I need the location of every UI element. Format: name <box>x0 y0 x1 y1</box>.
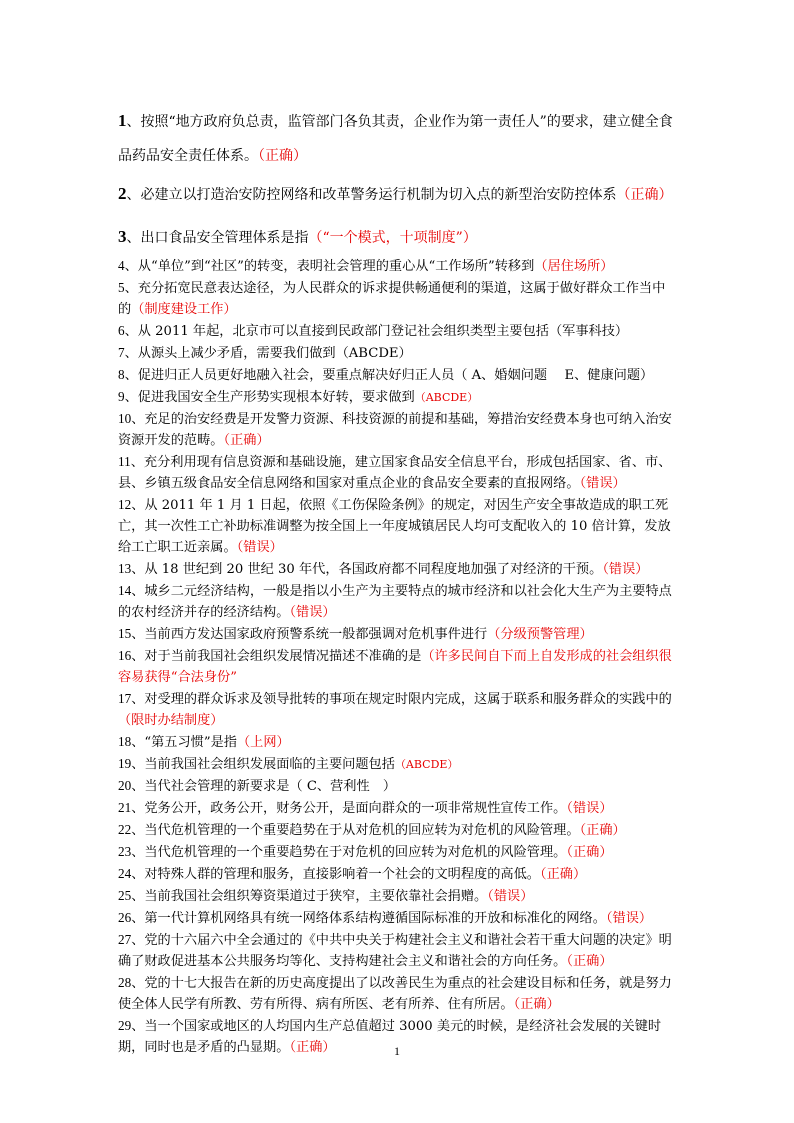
question-text: 、从 18 世纪到 20 世纪 30 年代，各国政府都不同程度地加强了对经济的干预。 <box>131 562 603 577</box>
question-text: 、促进归正人员更好地融入社会，要重点解决好归正人员（ A、婚姻问题 E、健康问题） <box>124 368 654 383</box>
question-item-4: 4、从“单位”到“社区”的转变，表明社会管理的重心从“工作场所”转移到（居住场所） <box>118 258 614 274</box>
answer-text: （错误） <box>236 540 283 555</box>
answer-text: （正确） <box>579 823 626 838</box>
question-text: 、从 2011 年起，北京市可以直接到民政部门登记社会组织类型主要包括（军事科技） <box>124 324 629 339</box>
question-item-27: 27、党的十六届六中全会通过的《中共中央关于构建社会主义和谐社会若干重大问题的决定》明确了财政促进基本公共服务均等化、支持构建社会主义和谐社会的方向任务。（正确） <box>118 932 672 969</box>
question-item-21: 21、党务公开，政务公开，财务公开，是面向群众的一项非常规性宣传工作。（错误） <box>118 800 613 816</box>
question-item-23: 23、当代危机管理的一个重要趋势在于对危机的回应转为对危机的风险管理。（正确） <box>118 844 613 860</box>
answer-text: （错误） <box>566 801 613 816</box>
question-item-5: 5、充分拓宽民意表达途径，为人民群众的诉求提供畅通便利的渠道，这属于做好群众工作当中的（制度建设工作） <box>118 280 666 317</box>
answer-text: （居住场所） <box>534 259 614 274</box>
question-text: 、“第五习惯”是指 <box>131 735 237 750</box>
question-item-18: 18、“第五习惯”是指（上网） <box>118 734 290 750</box>
page-number: 1 <box>394 1044 400 1058</box>
question-item-16: 16、对于当前我国社会组织发展情况描述不准确的是（许多民间自下而上自发形成的社会组织很容易获得“合法身份” <box>118 648 672 685</box>
question-item-14: 14、城乡二元经济结构，一般是指以小生产为主要特点的城市经济和以社会化大生产为主要特点的农村经济并存的经济结构。（错误） <box>118 583 672 620</box>
question-text: 、出口食品安全管理体系是指 <box>126 230 309 246</box>
question-item-22: 22、当代危机管理的一个重要趋势在于从对危机的回应转为对危机的风险管理。（正确） <box>118 822 626 838</box>
question-text: 、充分利用现有信息资源和基础设施，建立国家食品安全信息平台，形成包括国家、省、市、县、乡镇五级食品安全信息网络和国家对重点企业的食品安全要素的直报网络。 <box>118 455 672 491</box>
question-item-7: 7、从源头上减少矛盾，需要我们做到（ABCDE） <box>118 345 412 361</box>
answer-text: （正确） <box>566 954 613 969</box>
answer-text: （正确） <box>289 1040 336 1055</box>
answer-text: （错误） <box>289 605 336 620</box>
question-text: 、当代社会管理的新要求是（ C、营利性 ） <box>131 779 397 794</box>
question-text: 、对于当前我国社会组织发展情况描述不准确的是 <box>131 649 422 664</box>
answer-text: （“一个模式，十项制度”） <box>308 230 477 246</box>
question-item-25: 25、当前我国社会组织筹资渠道过于狭窄，主要依靠社会捐赠。（错误） <box>118 888 534 904</box>
question-item-3: 3、出口食品安全管理体系是指（“一个模式，十项制度”） <box>118 227 477 246</box>
question-item-1: 1、按照“地方政府负总责，监管部门各负其责，企业作为第一责任人”的要求，建立健全食品药品安全责任体系。（正确） <box>118 111 673 164</box>
question-item-17: 17、对受理的群众诉求及领导批转的事项在规定时限内完成，这属于联系和服务群众的实践中的（限时办结制度） <box>118 691 672 728</box>
answer-text: （错误） <box>579 476 626 491</box>
question-item-8: 8、促进归正人员更好地融入社会，要重点解决好归正人员（ A、婚姻问题 E、健康问题） <box>118 367 654 383</box>
question-item-28: 28、党的十七大报告在新的历史高度提出了以改善民生为重点的社会建设目标和任务，就是努力使全体人民学有所教、劳有所得、病有所医、老有所养、住有所居。（正确） <box>118 975 672 1012</box>
answer-text: （错误） <box>605 911 653 926</box>
answer-text: （错误） <box>487 889 534 904</box>
answer-text: （正确） <box>566 845 613 860</box>
question-text: 、当前我国社会组织发展面临的主要问题包括 <box>131 757 395 772</box>
answer-text: （制度建设工作） <box>131 302 237 317</box>
question-text: 、当前我国社会组织筹资渠道过于狭窄，主要依靠社会捐赠。 <box>131 889 488 904</box>
question-item-15: 15、当前西方发达国家政府预警系统一般都强调对危机事件进行（分级预警管理） <box>118 626 593 642</box>
answer-text: （许多民间自下而上自发形成的社会组织很容易获得“合法身份” <box>118 649 672 685</box>
question-item-10: 10、充足的治安经费是开发警力资源、科技资源的前提和基础，筹措治安经费本身也可纳入治安资源开发的范畴。（正确） <box>118 411 672 448</box>
question-list <box>118 104 678 1058</box>
question-item-26: 26、第一代计算机网络具有统一网络体系结构遵循国际标准的开放和标准化的网络。（错误） <box>118 910 653 926</box>
answer-text: （正确） <box>258 148 307 164</box>
answer-text: （ABCDE） <box>414 391 479 404</box>
question-text: 、按照“地方政府负总责，监管部门各负其责，企业作为第一责任人”的要求，建立健全食品药品安全责任体系。 <box>118 114 673 164</box>
question-text: 、党务公开，政务公开，财务公开，是面向群众的一项非常规性宣传工作。 <box>131 801 567 816</box>
question-item-9: 9、促进我国安全生产形势实现根本好转，要求做到（ABCDE） <box>118 389 479 405</box>
question-item-20: 20、当代社会管理的新要求是（ C、营利性 ） <box>118 778 397 794</box>
question-text: 、第一代计算机网络具有统一网络体系结构遵循国际标准的开放和标准化的网络。 <box>131 911 606 926</box>
answer-text: （限时办结制度） <box>118 713 224 728</box>
question-text: 、当代危机管理的一个重要趋势在于从对危机的回应转为对危机的风险管理。 <box>131 823 580 838</box>
question-item-12: 12、从 2011 年 1 月 1 日起，依照《工伤保险条例》的规定，对因生产安全事故造成的职工死亡，其一次性工亡补助标准调整为按全国上一年度城镇居民人均可支配收入的 10 倍计算，发放给工亡职工近亲属。（错误） <box>118 497 671 555</box>
answer-text: （正确） <box>223 433 270 448</box>
question-item-2: 2、必建立以打造治安防控网络和改革警务运行机制为切入点的新型治安防控体系（正确） <box>118 184 673 203</box>
question-text: 、对特殊人群的管理和服务，直接影响着一个社会的文明程度的高低。 <box>131 867 540 882</box>
question-text: 、从源头上减少矛盾，需要我们做到（ABCDE） <box>124 346 412 361</box>
question-item-29: 29、当一个国家或地区的人均国内生产总值超过 3000 美元的时候，是经济社会发展的关键时期，同时也是矛盾的凸显期。（正确） <box>118 1018 662 1055</box>
answer-text: （正确） <box>616 187 673 203</box>
question-text: 、城乡二元经济结构，一般是指以小生产为主要特点的城市经济和以社会化大生产为主要特点的农村经济并存的经济结构。 <box>118 584 672 620</box>
answer-text: （分级预警管理） <box>487 627 593 642</box>
question-text: 、充足的治安经费是开发警力资源、科技资源的前提和基础，筹措治安经费本身也可纳入治安资源开发的范畴。 <box>118 412 672 448</box>
question-text: 、当前西方发达国家政府预警系统一般都强调对危机事件进行 <box>131 627 488 642</box>
answer-text: （ABCDE） <box>394 758 459 771</box>
question-item-6: 6、从 2011 年起，北京市可以直接到民政部门登记社会组织类型主要包括（军事科技） <box>118 323 629 339</box>
answer-text: （正确） <box>513 997 560 1012</box>
question-text: 、从 2011 年 1 月 1 日起，依照《工伤保险条例》的规定，对因生产安全事故造成的职工死亡，其一次性工亡补助标准调整为按全国上一年度城镇居民人均可支配收入的 10 倍计算，发放给工亡职工近亲属。 <box>118 498 671 555</box>
question-text: 、当代危机管理的一个重要趋势在于对危机的回应转为对危机的风险管理。 <box>131 845 567 860</box>
question-item-13: 13、从 18 世纪到 20 世纪 30 年代，各国政府都不同程度地加强了对经济的干预。（错误） <box>118 561 649 577</box>
question-text: 、对受理的群众诉求及领导批转的事项在规定时限内完成，这属于联系和服务群众的实践中的 <box>131 692 672 707</box>
answer-text: （上网） <box>236 735 290 750</box>
question-item-11: 11、充分利用现有信息资源和基础设施，建立国家食品安全信息平台，形成包括国家、省、市、县、乡镇五级食品安全信息网络和国家对重点企业的食品安全要素的直报网络。（错误） <box>118 454 672 491</box>
question-text: 、党的十七大报告在新的历史高度提出了以改善民生为重点的社会建设目标和任务，就是努力使全体人民学有所教、劳有所得、病有所医、老有所养、住有所居。 <box>118 976 672 1012</box>
question-item-19: 19、当前我国社会组织发展面临的主要问题包括（ABCDE） <box>118 756 459 772</box>
question-text: 、促进我国安全生产形势实现根本好转，要求做到 <box>124 390 415 405</box>
question-text: 、充分拓宽民意表达途径，为人民群众的诉求提供畅通便利的渠道，这属于做好群众工作当中的 <box>118 281 666 317</box>
question-text: 、当一个国家或地区的人均国内生产总值超过 3000 美元的时候，是经济社会发展的关键时期，同时也是矛盾的凸显期。 <box>118 1019 662 1055</box>
answer-text: （正确） <box>540 867 587 882</box>
question-text: 、必建立以打造治安防控网络和改革警务运行机制为切入点的新型治安防控体系 <box>126 187 617 203</box>
answer-text: （错误） <box>602 562 649 577</box>
question-text: 、从“单位”到“社区”的转变，表明社会管理的重心从“工作场所”转移到 <box>124 259 535 274</box>
question-text: 、党的十六届六中全会通过的《中共中央关于构建社会主义和谐社会若干重大问题的决定》明确了财政促进基本公共服务均等化、支持构建社会主义和谐社会的方向任务。 <box>118 933 672 969</box>
question-item-24: 24、对特殊人群的管理和服务，直接影响着一个社会的文明程度的高低。（正确） <box>118 866 587 882</box>
